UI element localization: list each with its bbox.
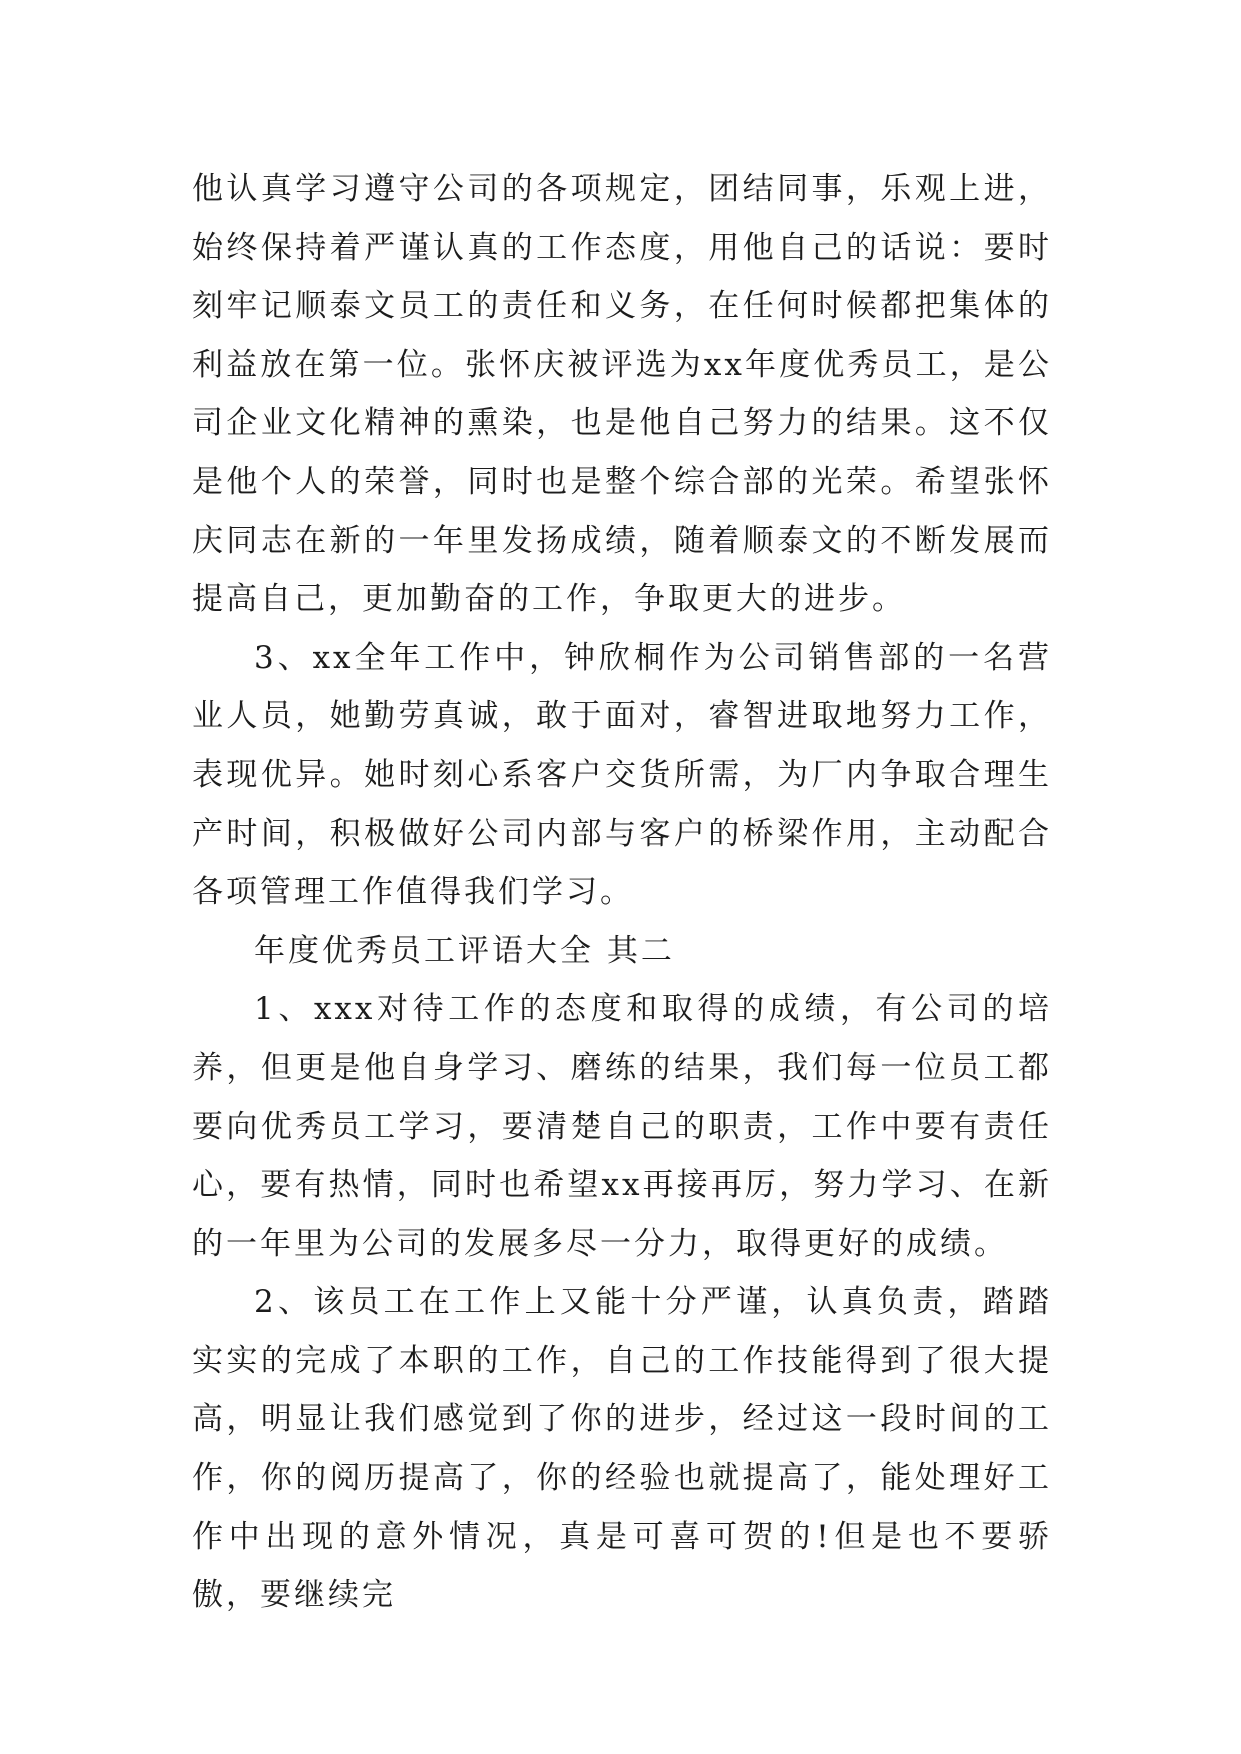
paragraph-item-1: 1、xxx对待工作的态度和取得的成绩，有公司的培养，但更是他自身学习、磨练的结果，我们每一位员工都要向优秀员工学习，要清楚自己的职责，工作中要有责任心，要有热情，同时也希望xx再接再厉，努力学习、在新的一年里为公司的发展多尽一分力，取得更好的成绩。 <box>192 991 1052 1262</box>
document-body <box>192 160 1052 1625</box>
section-heading: 年度优秀员工评语大全 其二 <box>254 932 675 969</box>
paragraph-continuation: 他认真学习遵守公司的各项规定，团结同事，乐观上进，始终保持着严谨认真的工作态度，用他自己的话说：要时刻牢记顺泰文员工的责任和义务，在任何时候都把集体的利益放在第一位。张怀庆被评选为xx年度优秀员工，是公司企业文化精神的熏染，也是他自己努力的结果。这不仅是他个人的荣誉，同时也是整个综合部的光荣。希望张怀庆同志在新的一年里发扬成绩，随着顺泰文的不断发展而提高自己，更加勤奋的工作，争取更大的进步。 <box>192 171 1052 618</box>
paragraph-item-3: 3、xx全年工作中，钟欣桐作为公司销售部的一名营业人员，她勤劳真诚，敢于面对，睿智进取地努力工作，表现优异。她时刻心系客户交货所需，为厂内争取合理生产时间，积极做好公司内部与客户的桥梁作用，主动配合各项管理工作值得我们学习。 <box>192 639 1052 911</box>
paragraph-item-2: 2、该员工在工作上又能十分严谨，认真负责，踏踏实实的完成了本职的工作，自己的工作技能得到了很大提高，明显让我们感觉到了你的进步，经过这一段时间的工作，你的阅历提高了，你的经验也就提高了，能处理好工作中出现的意外情况，真是可喜可贺的!但是也不要骄傲，要继续完 <box>192 1284 1052 1614</box>
